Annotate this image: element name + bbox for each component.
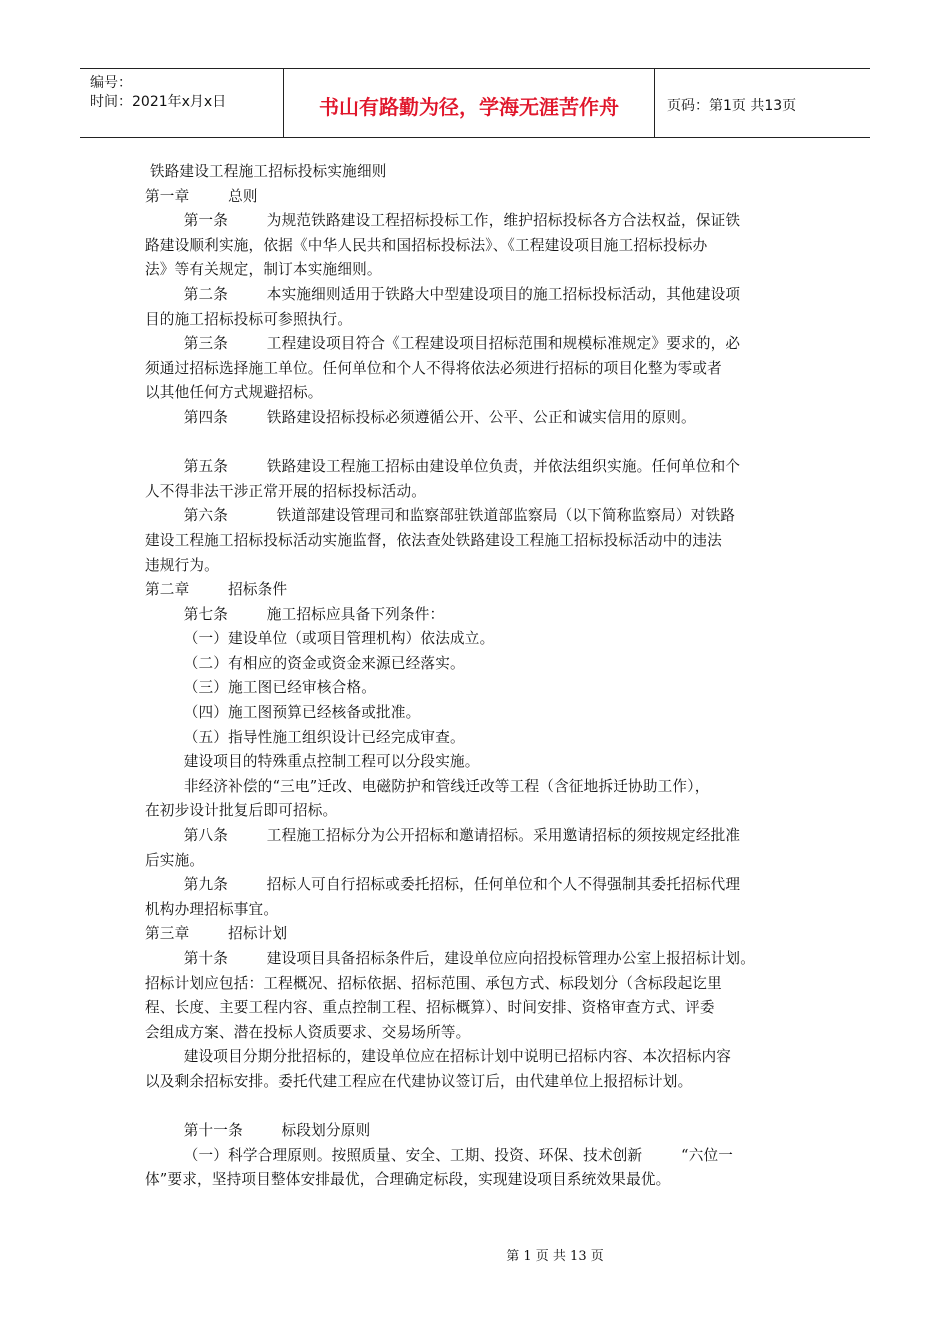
motto: 书山有路勤为径，学海无涯苦作舟 [319,95,619,119]
date-line: 时间：2021年x月x日 [90,94,227,110]
blank-line [145,431,825,456]
header-motto-cell [284,69,655,137]
header-page-cell [655,69,870,137]
body-line: （一）建设单位（或项目管理机构）依法成立。 [145,630,495,648]
body-line: 目的施工招标投标可参照执行。 [145,310,353,328]
body-line: （一）科学合理原则。按照质量、安全、工期、投资、环保、技术创新 “六位一 [145,1146,734,1164]
body-line: （二）有相应的资金或资金来源已经落实。 [145,654,465,672]
body-line: 第五条 铁路建设工程施工招标由建设单位负责，并依法组织实施。任何单位和个 [145,458,741,476]
body-line: （四）施工图预算已经核备或批准。 [145,704,421,722]
body-line: 以及剩余招标安排。委托代建工程应在代建协议签订后，由代建单位上报招标计划。 [145,1072,693,1090]
body-line: 路建设顺利实施，依据《中华人民共和国招标投标法》、《工程建设项目施工招标投标办 [145,236,708,254]
body-line: 第四条 铁路建设招标投标必须遵循公开、公平、公正和诚实信用的原则。 [145,408,696,426]
body-line: 第二章 招标条件 [145,581,288,599]
number-label: 编号： [90,75,132,91]
body-line: 程、长度、主要工程内容、重点控制工程、招标概算）、时间安排、资格审查方式、评委 [145,999,715,1017]
body-line: 第十一条 标段划分原则 [145,1122,371,1140]
body-line: 以其他任何方式规避招标。 [145,384,323,402]
body-line: 第十条 建设项目具备招标条件后，建设单位应向招投标管理办公室上报招标计划。 [145,950,756,967]
body-line: 体”要求，坚持项目整体安排最优，合理确定标段，实现建设项目系统效果最优。 [145,1171,671,1189]
page-footer: 第 1 页 共 13 页 [506,1249,604,1264]
body-line: 第二条 本实施细则适用于铁路大中型建设项目的施工招标投标活动，其他建设项 [145,285,741,303]
page-info: 页码：第1页 共13页 [667,98,797,114]
body-line: 在初步设计批复后即可招标。 [145,802,338,820]
body-line: 第六条 铁道部建设管理司和监察部驻铁道部监察局（以下简称监察局）对铁路 [145,507,736,525]
body-line: （三）施工图已经审核合格。 [145,679,377,697]
body-line: 机构办理招标事宜。 [145,900,279,918]
header-left-cell [80,69,284,137]
body-line: 建设项目分期分批招标的，建设单位应在招标计划中说明已招标内容、本次招标内容 [145,1048,732,1066]
body-line: 第一章 总则 [145,187,258,205]
blank-line [145,1095,825,1120]
body-line: （五）指导性施工组织设计已经完成审查。 [145,728,465,746]
body-line: 招标计划应包括：工程概况、招标依据、招标范围、承包方式、标段划分（含标段起讫里 [145,974,722,992]
body-line: 人不得非法干涉正常开展的招标投标活动。 [145,482,427,500]
body-line: 须通过招标选择施工单位。任何单位和个人不得将依法必须进行招标的项目化整为零或者 [145,359,722,377]
body-line: 违规行为。 [145,556,219,574]
body-line: 第三条 工程建设项目符合《工程建设项目招标范围和规模标准规定》要求的，必 [145,335,741,353]
page-header [80,68,870,138]
body-line: 建设项目的特殊重点控制工程可以分段实施。 [145,753,480,771]
body-line: 会组成方案、潜在投标人资质要求、交易场所等。 [145,1023,471,1041]
body-line: 法》等有关规定，制订本实施细则。 [145,261,382,279]
body-line: 第三章 招标计划 [145,925,288,943]
body-line: 非经济补偿的“三电”迁改、电磁防护和管线迁改等工程（含征地拆迁协助工作）， [145,777,710,795]
document-body [145,160,825,1193]
body-line: 第八条 工程施工招标分为公开招标和邀请招标。采用邀请招标的须按规定经批准 [145,827,741,845]
body-line: 第七条 施工招标应具备下列条件： [145,605,445,623]
body-line: 铁路建设工程施工招标投标实施细则 [145,163,387,180]
body-line: 第一条 为规范铁路建设工程招标投标工作，维护招标投标各方合法权益，保证铁 [145,212,741,230]
body-line: 建设工程施工招标投标活动实施监督，依法查处铁路建设工程施工招标投标活动中的违法 [145,531,722,549]
body-line: 第九条 招标人可自行招标或委托招标，任何单位和个人不得强制其委托招标代理 [145,876,741,894]
body-line: 后实施。 [145,851,205,869]
